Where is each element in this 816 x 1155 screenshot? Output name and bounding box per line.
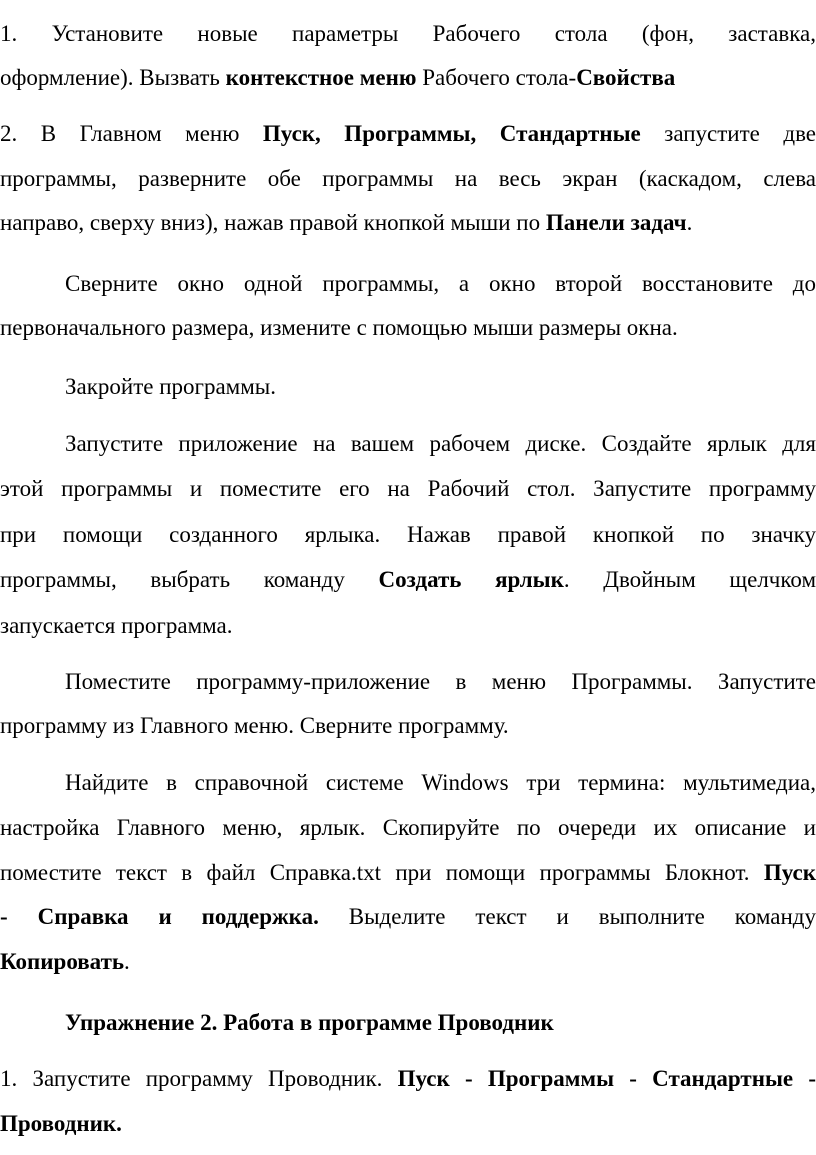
p6-text-1: Поместите программу-приложение в меню Программы. Запустите bbox=[65, 669, 816, 694]
p5-line-5 bbox=[0, 612, 816, 640]
p6-text-2: программу из Главного меню. Сверните программу. bbox=[0, 713, 509, 738]
p1-text-2a: оформление). Вызвать bbox=[0, 65, 226, 90]
p2-text-1c: запустите две bbox=[640, 121, 816, 146]
p3-line-1 bbox=[65, 270, 816, 298]
p1-line-2 bbox=[0, 64, 816, 92]
p7-text-4b: Выделите текст и выполните команду bbox=[318, 904, 816, 929]
p5-text-3: при помощи созданного ярлыка. Нажав правой кнопкой по значку bbox=[0, 522, 816, 547]
p8-bold-explorer: Проводник. bbox=[0, 1111, 122, 1136]
p7-line-1 bbox=[65, 769, 816, 797]
p2-bold-start-menu: Пуск, Программы, Стандартные bbox=[262, 121, 641, 146]
p8-line-1 bbox=[0, 1065, 816, 1093]
p5-text-4c: . Двойным щелчком bbox=[563, 567, 816, 592]
p8-bold-explorer-path: Пуск - Программы - Стандартные - bbox=[397, 1066, 816, 1091]
p1-bold-context-menu: контекстное меню bbox=[225, 65, 417, 90]
p2-line-3 bbox=[0, 209, 816, 237]
p3-text-1: Сверните окно одной программы, а окно второй восстановите до bbox=[65, 271, 816, 296]
p6-line-1 bbox=[65, 668, 816, 696]
p5-text-1: Запустите приложение на вашем рабочем диске. Создайте ярлык для bbox=[65, 431, 816, 456]
p3-text-2: первоначального размера, измените с помощью мыши размеры окна. bbox=[0, 315, 678, 340]
p7-line-2 bbox=[0, 814, 816, 842]
p1-text-1: 1. Установите новые параметры Рабочего стола (фон, заставка, bbox=[0, 21, 816, 46]
exercise-heading bbox=[65, 1009, 816, 1037]
p1-text-2c: Рабочего стола- bbox=[416, 65, 577, 90]
p7-text-1: Найдите в справочной системе Windows три термина: мультимедиа, bbox=[65, 770, 816, 795]
p7-text-3a: поместите текст в файл Справка.txt при помощи программы Блокнот. bbox=[0, 860, 764, 885]
p8-line-2 bbox=[0, 1110, 816, 1138]
p5-line-2 bbox=[0, 475, 816, 503]
p4-text-1: Закройте программы. bbox=[65, 374, 276, 399]
p2-text-3a: направо, сверху вниз), нажав правой кнопкой мыши по bbox=[0, 210, 546, 235]
p5-line-3 bbox=[0, 521, 816, 549]
p6-line-2 bbox=[0, 712, 816, 740]
exercise-heading-text: Упражнение 2. Работа в программе Проводник bbox=[65, 1010, 554, 1035]
p2-text-1a: 2. В Главном меню bbox=[0, 121, 263, 146]
p4-line-1 bbox=[65, 373, 816, 401]
p7-text-2: настройка Главного меню, ярлык. Скопируйте по очереди их описание и bbox=[0, 815, 816, 840]
p7-text-5b: . bbox=[124, 949, 130, 974]
p5-text-5: запускается программа. bbox=[0, 613, 233, 638]
p5-bold-create-shortcut: Создать ярлык bbox=[378, 567, 564, 592]
p7-line-4 bbox=[0, 903, 816, 931]
p2-bold-taskbar: Панели задач bbox=[545, 210, 687, 235]
p7-bold-help-support: - Справка и поддержка. bbox=[0, 904, 319, 929]
p2-line-1 bbox=[0, 120, 816, 148]
p2-line-2 bbox=[0, 165, 816, 193]
p5-text-4a: программы, выбрать команду bbox=[0, 567, 379, 592]
p1-line-1 bbox=[0, 20, 816, 48]
p1-bold-properties: Свойства bbox=[576, 65, 676, 90]
p2-text-3c: . bbox=[686, 210, 693, 235]
p8-text-1a: 1. Запустите программу Проводник. bbox=[0, 1066, 398, 1091]
p5-text-2: этой программы и поместите его на Рабочий стол. Запустите программу bbox=[0, 476, 816, 501]
p3-line-2 bbox=[0, 314, 816, 342]
p5-line-1 bbox=[65, 430, 816, 458]
p7-bold-start: Пуск bbox=[763, 860, 816, 885]
p7-line-5 bbox=[0, 948, 816, 976]
p2-text-2: программы, разверните обе программы на весь экран (каскадом, слева bbox=[0, 166, 816, 191]
p5-line-4 bbox=[0, 566, 816, 594]
p7-line-3 bbox=[0, 859, 816, 887]
p7-bold-copy: Копировать bbox=[0, 949, 125, 974]
